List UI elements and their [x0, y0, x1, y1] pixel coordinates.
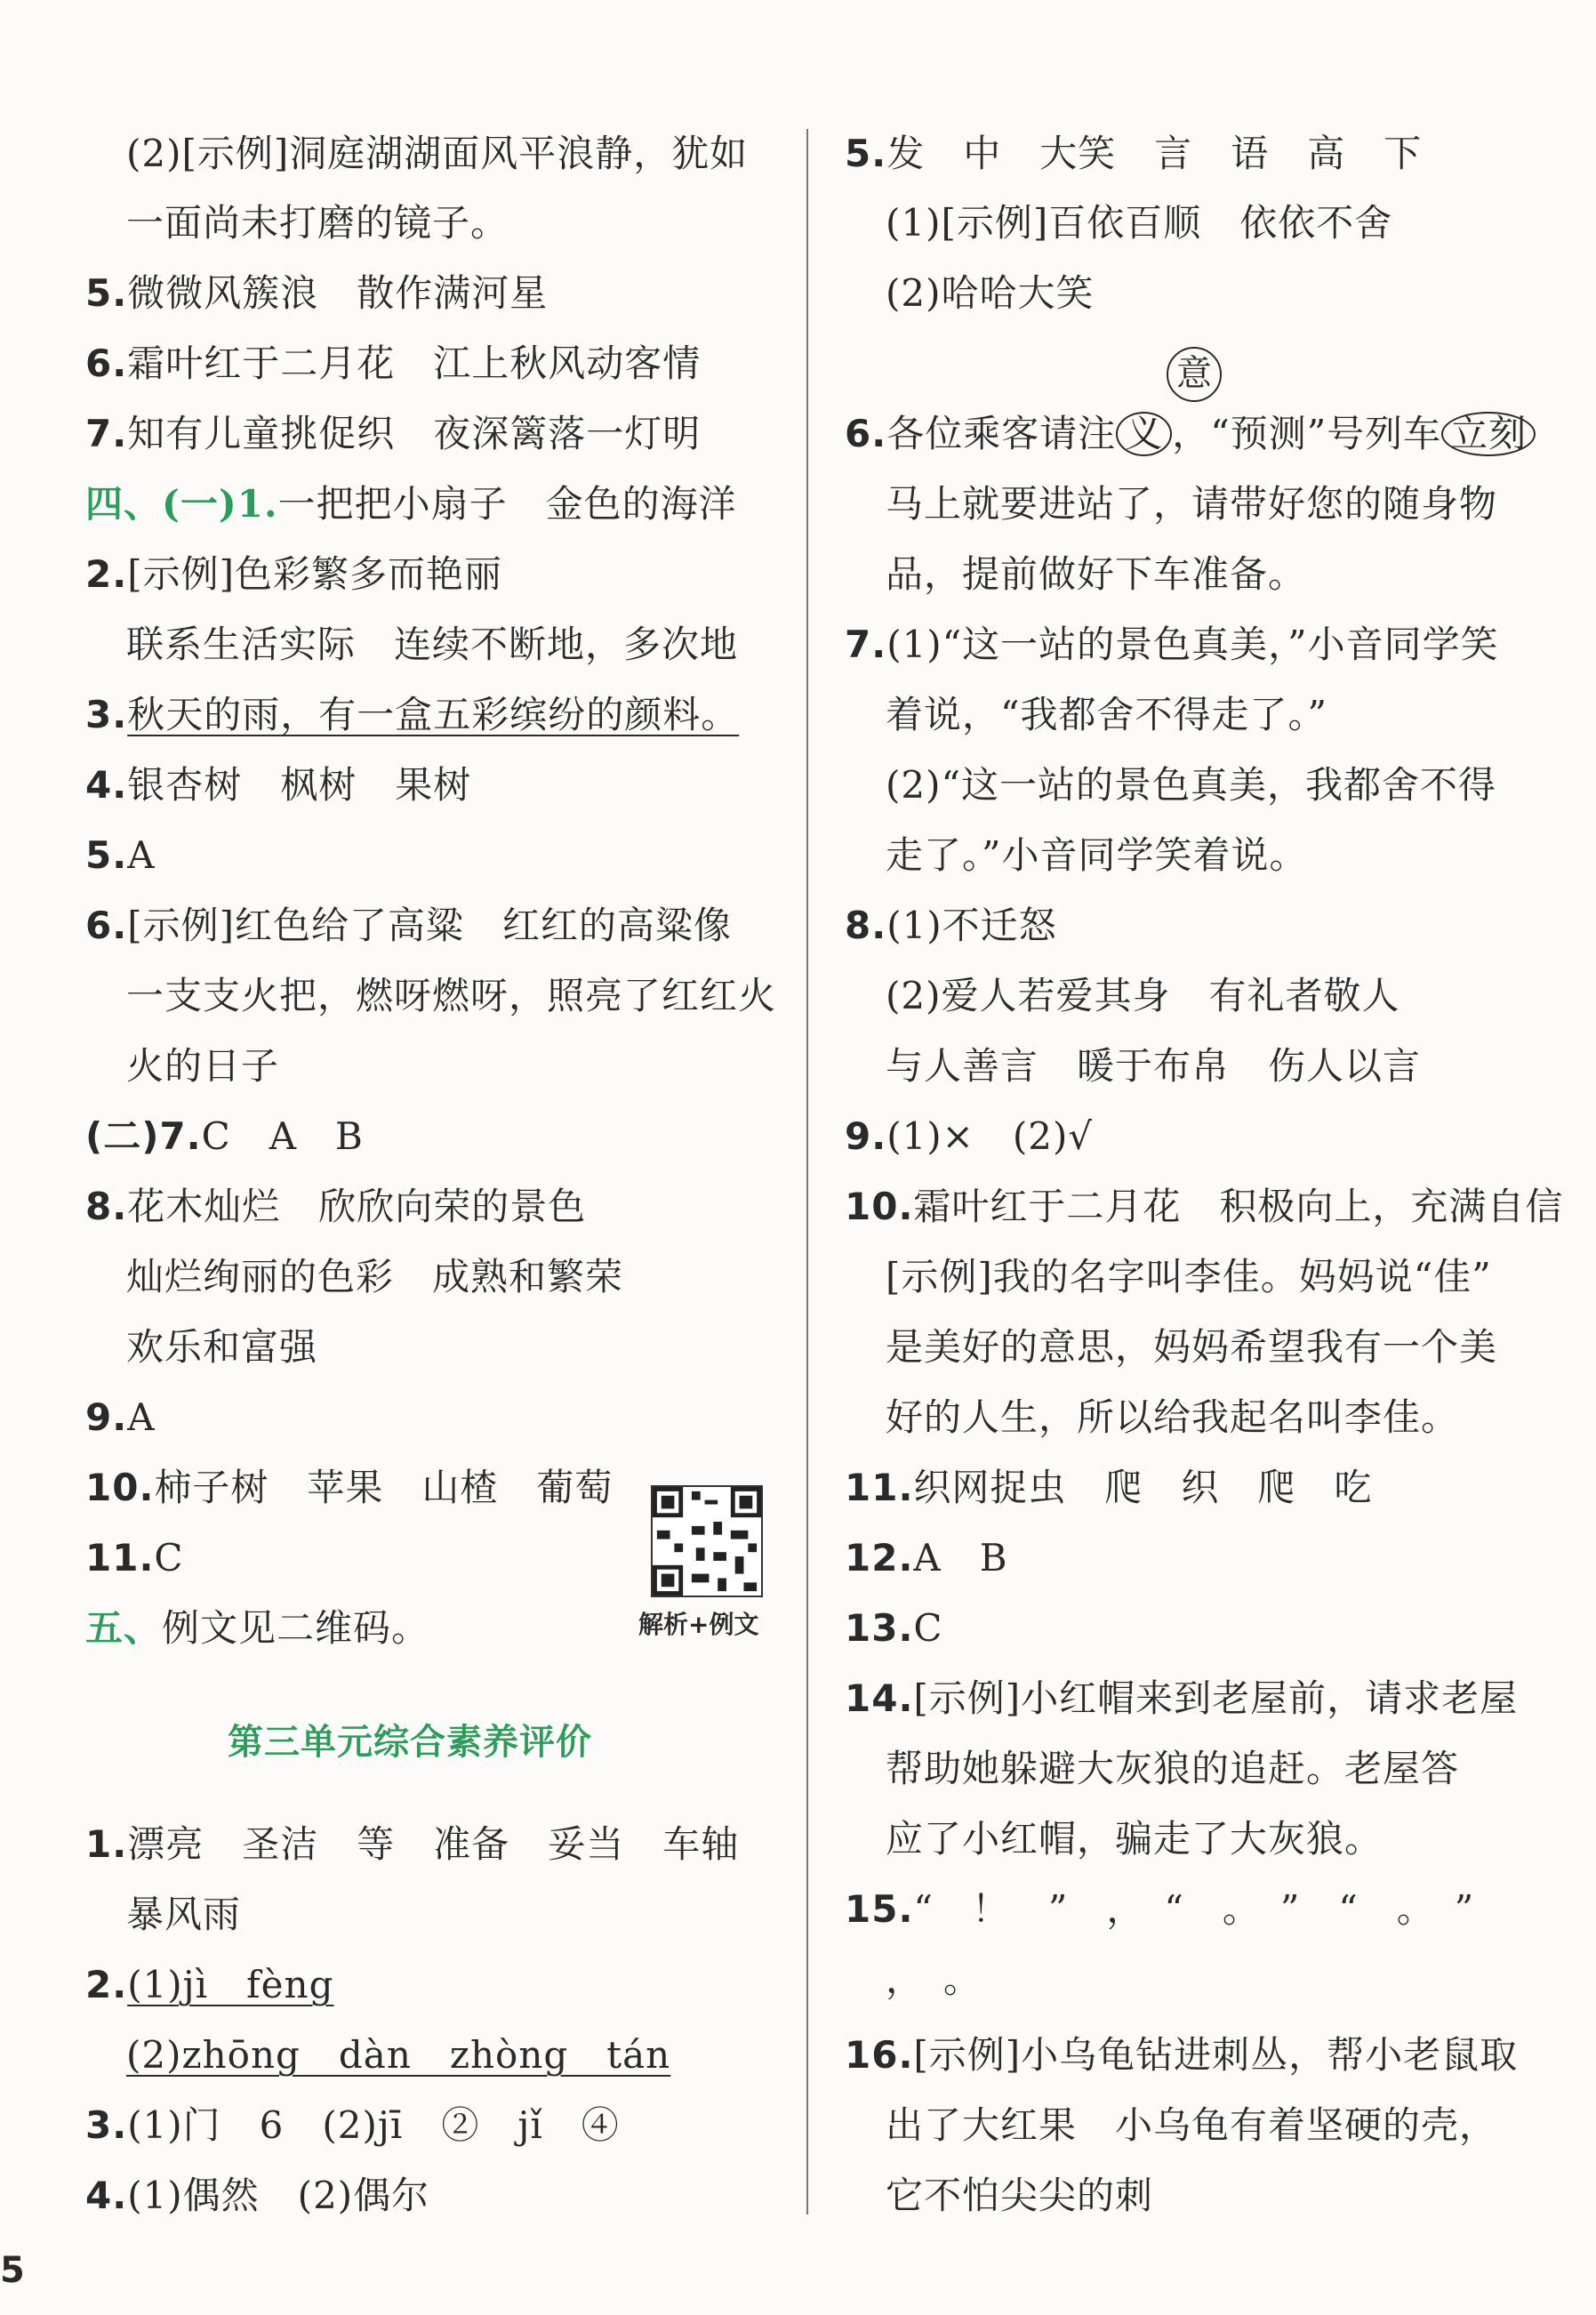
- answer-3: 3.秋天的雨，有一盒五彩缤纷的颜料。: [85, 693, 740, 736]
- line: (2)zhōng dàn zhòng tán: [126, 2033, 671, 2077]
- answer-5b: 5.A: [85, 833, 156, 877]
- answer-7: 7.(1)“这一站的景色真美，”小音同学笑: [845, 623, 1499, 666]
- line: 火的日子: [126, 1044, 280, 1088]
- answer-4: 4.银杏树 枫树 果树: [85, 763, 472, 807]
- line: (2)[示例]洞庭湖湖面风平浪静，犹如: [126, 132, 749, 175]
- circled-word: 义: [1116, 412, 1172, 456]
- line: 出了大红果 小乌龟有着坚硬的壳，: [886, 2103, 1498, 2147]
- answer-5: 5.微微风簇浪 散作满河星: [85, 271, 549, 315]
- answer-16: 16.[示例]小乌龟钻进刺丛，帮小老鼠取: [845, 2033, 1519, 2077]
- answer-6b: 6.[示例]红色给了高粱 红红的高粱像: [85, 904, 732, 947]
- circled-word: 立刻: [1441, 412, 1536, 456]
- line: 联系生活实际 连续不断地，多次地: [126, 623, 739, 666]
- answer-15: 15.“ ！ ” ， “ 。 ” “ 。 ”: [845, 1887, 1475, 1931]
- line: 灿烂绚丽的色彩 成熟和繁荣: [126, 1255, 624, 1298]
- line: 马上就要进站了，请带好您的随身物: [886, 482, 1498, 526]
- section-4-1: 四、(一)1.一把把小扇子 金色的海洋: [85, 482, 737, 526]
- answer-11: 11.织网捉虫 爬 织 爬 吃: [845, 1466, 1373, 1509]
- answer-6: 6.各位乘客请注 义 ，“预测”号列车 立刻: [845, 412, 1536, 456]
- answer-8: 8.花木灿烂 欣欣向荣的景色: [85, 1185, 587, 1228]
- unit3-answer-3: 3.(1)门 6 (2)jī ② jǐ ④: [85, 2103, 620, 2147]
- line: 欢乐和富强: [126, 1325, 318, 1369]
- qr-label: 解析+例文: [638, 1610, 759, 1639]
- line: 暴风雨: [126, 1893, 242, 1936]
- line: 品，提前做好下车准备。: [886, 552, 1307, 596]
- correction-annotation: 意: [1167, 347, 1222, 402]
- line: (2)爱人若爱其身 有礼者敬人: [886, 974, 1400, 1017]
- answer-11: 11.C: [85, 1536, 184, 1580]
- answer-10: 10.霜叶红于二月花 积极向上，充满自信: [845, 1185, 1564, 1228]
- section-title: 第三单元综合素养评价: [228, 1722, 592, 1763]
- line: 帮助她躲避大灰狼的追赶。老屋答: [886, 1747, 1460, 1790]
- page-number: 5: [0, 2250, 25, 2291]
- line: 它不怕尖尖的刺: [886, 2174, 1154, 2217]
- column-divider: [806, 129, 808, 2215]
- answer-9: 9.A: [85, 1395, 156, 1439]
- answer-13: 13.C: [845, 1606, 943, 1650]
- answer-10: 10.柿子树 苹果 山楂 葡萄: [85, 1466, 614, 1509]
- answer-2: 2.[示例]色彩繁多而艳丽: [85, 552, 502, 596]
- answer-5: 5.发 中 大笑 言 语 高 下: [845, 132, 1423, 175]
- line: (2)“这一站的景色真美，我都舍不得: [886, 763, 1496, 807]
- line: 一面尚未打磨的镜子。: [126, 201, 509, 245]
- answer-6: 6.霜叶红于二月花 江上秋风动客情: [85, 342, 702, 385]
- answer-9: 9.(1)× (2)√: [845, 1114, 1094, 1158]
- line: 着说，“我都舍不得走了。”: [886, 693, 1327, 736]
- line: 应了小红帽，骗走了大灰狼。: [886, 1817, 1383, 1861]
- line: (2)哈哈大笑: [886, 271, 1095, 315]
- unit3-answer-1: 1.漂亮 圣洁 等 准备 妥当 车轴: [85, 1822, 740, 1866]
- section-5: 五、例文见二维码。: [85, 1606, 430, 1650]
- answer-12: 12.A B: [845, 1536, 1008, 1580]
- line: [示例]我的名字叫李佳。妈妈说“佳”: [886, 1255, 1492, 1298]
- unit3-answer-4: 4.(1)偶然 (2)偶尔: [85, 2174, 430, 2217]
- answer-7: 7.知有儿童挑促织 夜深篱落一灯明: [85, 412, 702, 455]
- qr-code[interactable]: [651, 1485, 763, 1597]
- line: (1)[示例]百依百顺 依依不舍: [886, 201, 1393, 245]
- answer-8: 8.(1)不迁怒: [845, 904, 1057, 947]
- section-4-2: (二)7.C A B: [85, 1114, 364, 1158]
- line: 一支支火把，燃呀燃呀，照亮了红红火: [126, 974, 777, 1017]
- unit3-answer-2: 2.(1)jì fèng: [85, 1963, 334, 2006]
- line: ， 。: [886, 1957, 982, 2001]
- line: 走了。”小音同学笑着说。: [886, 833, 1308, 877]
- line: 与人善言 暖于布帛 伤人以言: [886, 1044, 1422, 1088]
- line: 是美好的意思，妈妈希望我有一个美: [886, 1325, 1498, 1369]
- answer-14: 14.[示例]小红帽来到老屋前，请求老屋: [845, 1676, 1519, 1720]
- line: 好的人生，所以给我起名叫李佳。: [886, 1395, 1460, 1439]
